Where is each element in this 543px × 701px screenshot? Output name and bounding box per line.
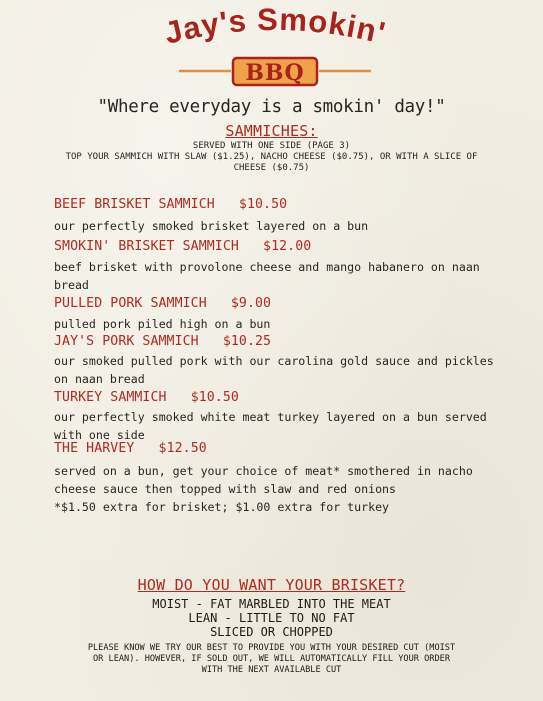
brisket-fine-print: OR LEAN). HOWEVER, IF SOLD OUT, WE WILL AUTOMATICALLY FILL YOUR ORDER — [93, 654, 450, 664]
logo-badge: BBQ — [245, 60, 305, 86]
menu-item-desc: on naan bread — [54, 372, 145, 386]
menu-item-name: PULLED PORK SAMMICH $9.00 — [54, 296, 272, 311]
menu-item-desc: bread — [54, 278, 89, 292]
menu-item-name: SMOKIN' BRISKET SAMMICH $12.00 — [54, 239, 312, 254]
sammiches-note: SERVED WITH ONE SIDE (PAGE 3) — [192, 141, 351, 151]
logo-name: Jay's Smokin' — [160, 4, 390, 51]
menu-item-desc: our perfectly smoked white meat turkey layered on a bun served — [54, 410, 487, 424]
menu-item-desc: *$1.50 extra for brisket; $1.00 extra for turkey — [54, 500, 390, 514]
menu-item-name: JAY'S PORK SAMMICH $10.25 — [54, 334, 272, 349]
brisket-fine-print: PLEASE KNOW WE TRY OUR BEST TO PROVIDE YOU WITH YOUR DESIRED CUT (MOIST — [87, 643, 456, 653]
menu-item-price: $12.50 — [158, 441, 207, 456]
jays-smokin-bbq-logo — [135, 4, 415, 90]
menu-item-desc: our smoked pulled pork with our carolina gold sauce and pickles — [54, 354, 494, 368]
menu-item-price: $9.00 — [230, 296, 272, 311]
brisket-option: SLICED OR CHOPPED — [210, 625, 333, 639]
sammiches-title: SAMMICHES: — [225, 122, 318, 140]
brisket-fine-print: WITH THE NEXT AVAILABLE CUT — [201, 665, 342, 675]
menu-item-price: $10.50 — [190, 390, 239, 405]
sammiches-note: CHEESE ($0.75) — [233, 163, 310, 173]
svg-text:Jay's Smokin' — [161, 4, 389, 51]
menu-item-desc: our perfectly smoked brisket layered on a bun — [54, 219, 369, 233]
brisket-option: MOIST - FAT MARBLED INTO THE MEAT — [152, 597, 391, 611]
menu-item-desc: pulled pork piled high on a bun — [54, 317, 271, 331]
menu-item-desc: served on a bun, get your choice of meat* smothered in nacho — [54, 464, 473, 478]
menu-item-desc: cheese sauce then topped with slaw and red onions — [54, 482, 397, 496]
menu-item-name: BEEF BRISKET SAMMICH $10.50 — [54, 197, 288, 212]
menu-item-name: THE HARVEY $12.50 — [54, 441, 207, 456]
menu-item-price: $10.25 — [222, 334, 272, 349]
brisket-title: HOW DO YOU WANT YOUR BRISKET? — [137, 576, 406, 594]
sammiches-note: TOP YOUR SAMMICH WITH SLAW ($1.25), NACHO CHEESE ($0.75), OR WITH A SLICE OF — [65, 152, 478, 162]
brisket-option: LEAN - LITTLE TO NO FAT — [188, 611, 355, 625]
menu-item-desc: with one side — [54, 428, 145, 442]
menu-item-price: $12.00 — [263, 239, 312, 254]
tagline: "Where everyday is a smokin' day!" — [97, 97, 446, 117]
menu-item-price: $10.50 — [238, 197, 288, 212]
menu-item-name: TURKEY SAMMICH $10.50 — [54, 390, 239, 405]
menu-item-desc: beef brisket with provolone cheese and mango habanero on naan — [54, 260, 480, 274]
